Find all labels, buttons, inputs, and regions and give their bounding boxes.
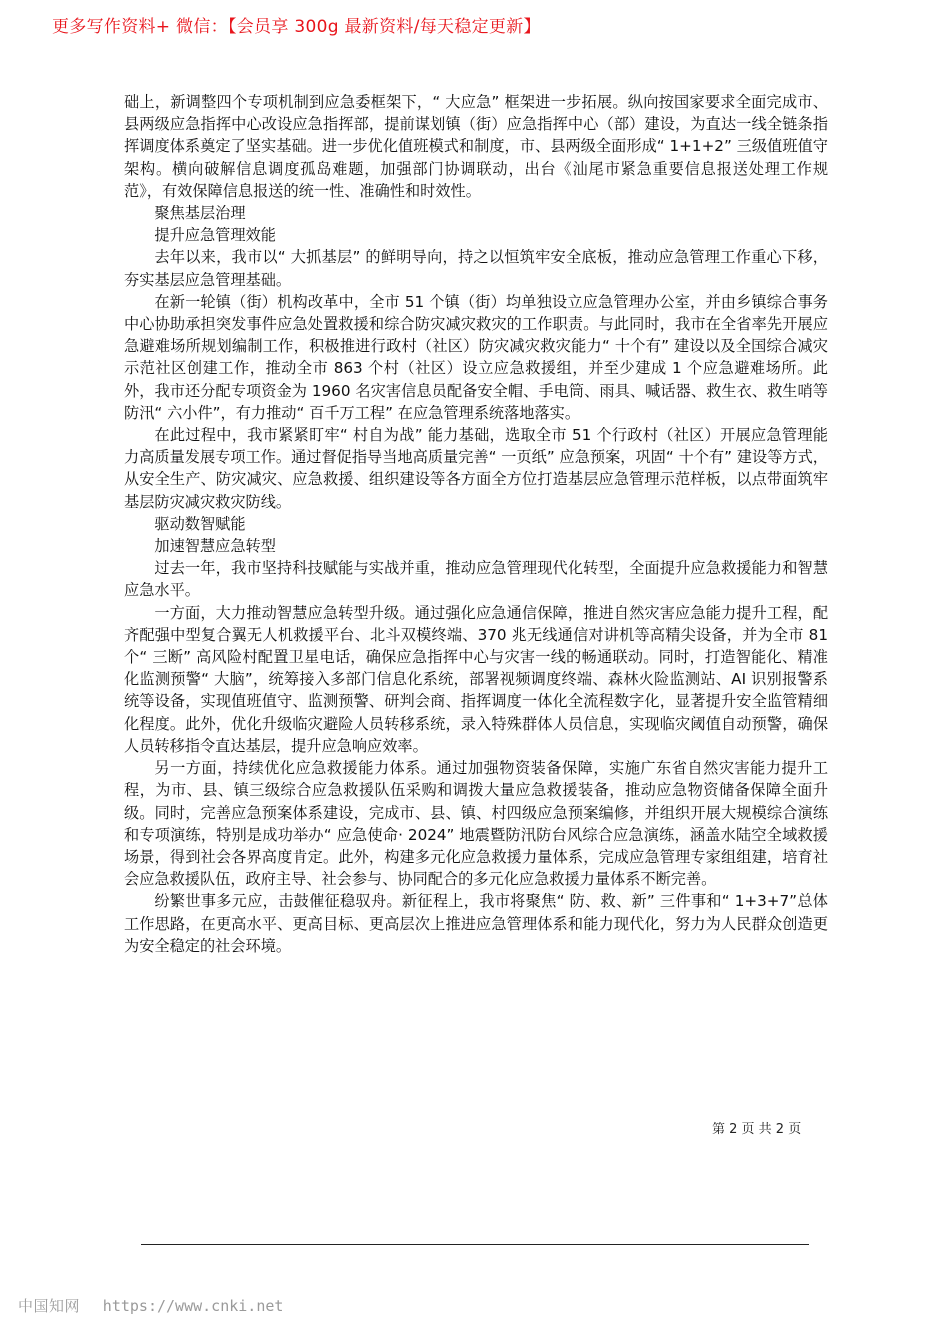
page-number: 第 2 页 共 2 页 xyxy=(712,1122,802,1137)
paragraph: 在新一轮镇（街）机构改革中，全市 51 个镇（街）均单独设立应急管理办公室，并由乡镇综合事务中心协助承担突发事件应急处置救援和综合防灾减灾救灾的工作职责。与此同时，我市在全省率先开展应急避难场所规划编制工作，积极推进行政村（社区）防灾减灾救灾能力“ 十个有” 建设以及全国综合减灾示范社区创建工作，推动全市 863 个村（社区）设立应急救援组，并至少建成 1 个应急避难场所。此外，我市还分配专项资金为 1960 名灾害信息员配备安全帽、手电筒、雨具、喊话器、救生衣、救生哨等防汛“ 六小件”，有力推动“ 百千万工程” 在应急管理系统落地落实。 xyxy=(124,292,828,422)
paragraph: 另一方面，持续优化应急救援能力体系。通过加强物资装备保障，实施广东省自然灾害能力提升工程，为市、县、镇三级综合应急救援队伍采购和调拨大量应急救援装备，推动应急物资储备保障全面升级。同时，完善应急预案体系建设，完成市、县、镇、村四级应急预案编修，并组织开展大规模综合演练和专项演练，特别是成功举办“ 应急使命· 2024” 地震暨防汛防台风综合应急演练，涵盖水陆空全域救援场景，得到社会各界高度肯定。此外，构建多元化应急救援力量体系，完成应急管理专家组组建，培育社会应急救援队伍，政府主导、社会参与、协同配合的多元化应急救援力量体系不断完善。 xyxy=(124,759,828,889)
footer-brand: 中国知网 xyxy=(18,1297,81,1315)
promo-banner: 更多写作资料+ 微信：【会员享 300g 最新资料/每天稳定更新】 xyxy=(52,17,541,37)
section-subheading: 加速智慧应急转型 xyxy=(154,537,276,556)
paragraph: 去年以来，我市以“ 大抓基层” 的鲜明导向，持之以恒筑牢安全底板，推动应急管理工作重心下移，夯实基层应急管理基础。 xyxy=(124,248,828,289)
footer-divider xyxy=(141,1244,809,1245)
article-body xyxy=(124,91,828,957)
footer xyxy=(18,1295,283,1316)
section-subheading: 提升应急管理效能 xyxy=(154,226,276,245)
section-heading: 驱动数智赋能 xyxy=(154,514,246,533)
paragraph: 在此过程中，我市紧紧盯牢“ 村自为战” 能力基础，选取全市 51 个行政村（社区）开展应急管理能力高质量发展专项工作。通过督促指导当地高质量完善“ 一页纸” 应急预案，巩固“ 十个有” 建设等方式，从安全生产、防灾减灾、应急救援、组织建设等各方面全方位打造基层应急管理示范样板，以点带面筑牢基层防灾减灾救灾防线。 xyxy=(124,426,828,511)
paragraph: 过去一年，我市坚持科技赋能与实战并重，推动应急管理现代化转型，全面提升应急救援能力和智慧应急水平。 xyxy=(124,559,828,600)
section-heading: 聚焦基层治理 xyxy=(154,204,246,223)
paragraph: 础上，新调整四个专项机制到应急委框架下，“ 大应急” 框架进一步拓展。纵向按国家要求全面完成市、县两级应急指挥中心改设应急指挥部，提前谋划镇（街）应急指挥中心（部）建设，为直达一线全链条指挥调度体系奠定了坚实基础。进一步优化值班模式和制度，市、县两级全面形成“ 1+1+2” 三级值班值守架构。横向破解信息调度孤岛难题，加强部门协调联动，出台《汕尾市紧急重要信息报送处理工作规范》，有效保障信息报送的统一性、准确性和时效性。 xyxy=(124,93,828,200)
paragraph: 一方面，大力推动智慧应急转型升级。通过强化应急通信保障，推进自然灾害应急能力提升工程，配齐配强中型复合翼无人机救援平台、北斗双模终端、370 兆无线通信对讲机等高精尖设备，并为全市 81 个“ 三断” 高风险村配置卫星电话，确保应急指挥中心与灾害一线的畅通联动。同时，打造智能化、精准化监测预警“ 大脑”，统筹接入多部门信息化系统，部署视频调度终端、森林火险监测站、AI 识别报警系统等设备，实现值班值守、监测预警、研判会商、指挥调度一体化全流程数字化，显著提升安全监管精细化程度。此外，优化升级临灾避险人员转移系统，录入特殊群体人员信息，实现临灾阈值自动预警，确保人员转移指令直达基层，提升应急响应效率。 xyxy=(124,603,828,755)
paragraph: 纷繁世事多元应，击鼓催征稳驭舟。新征程上，我市将聚焦“ 防、救、新” 三件事和“ 1+3+7”总体工作思路，在更高水平、更高目标、更高层次上推进应急管理体系和能力现代化，努力为人民群众创造更为安全稳定的社会环境。 xyxy=(124,892,828,955)
footer-url-link[interactable]: https://www.cnki.net xyxy=(102,1297,284,1315)
